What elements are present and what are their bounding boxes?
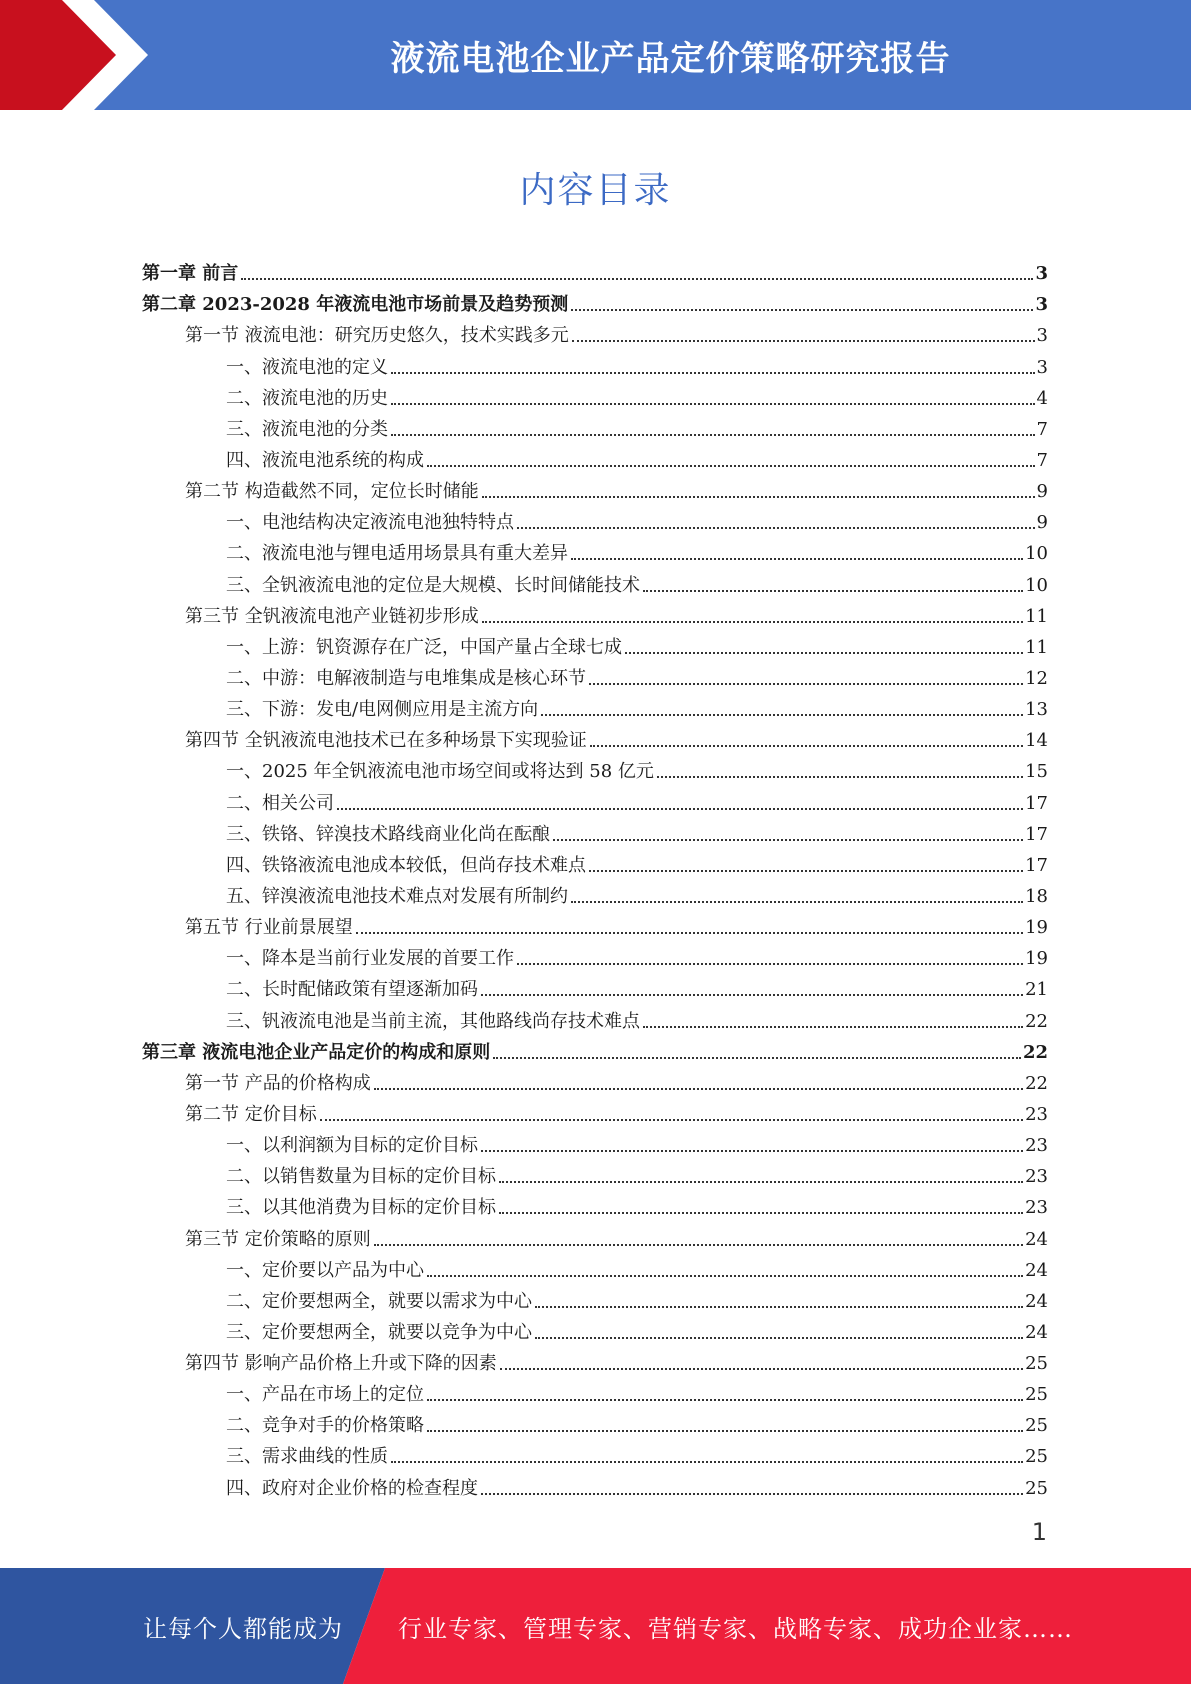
toc-dot-leader bbox=[391, 1461, 1023, 1463]
toc-dot-leader bbox=[571, 901, 1023, 903]
toc-entry-title: 二、相关公司 bbox=[226, 792, 334, 814]
toc-dot-leader bbox=[481, 1150, 1023, 1152]
toc-dot-leader bbox=[374, 1244, 1023, 1246]
toc-entry-page: 23 bbox=[1025, 1135, 1048, 1157]
toc-entry[interactable] bbox=[142, 1157, 1048, 1188]
toc-entry[interactable] bbox=[142, 752, 1048, 783]
toc-entry[interactable] bbox=[142, 815, 1048, 846]
toc-entry[interactable] bbox=[142, 721, 1048, 752]
toc-entry-page: 11 bbox=[1025, 605, 1048, 627]
toc-dot-leader bbox=[517, 527, 1035, 529]
toc-dot-leader bbox=[541, 714, 1023, 716]
toc-entry[interactable] bbox=[142, 939, 1048, 970]
toc-entry[interactable] bbox=[142, 379, 1048, 410]
toc-entry[interactable] bbox=[142, 1001, 1048, 1032]
toc-entry-page: 7 bbox=[1036, 449, 1048, 471]
toc-heading: 内容目录 bbox=[519, 170, 672, 211]
toc-entry-title: 第五节 行业前景展望 bbox=[185, 917, 353, 939]
toc-dot-leader bbox=[643, 1026, 1023, 1028]
toc-entry-page: 21 bbox=[1025, 979, 1048, 1001]
toc-entry[interactable] bbox=[142, 1437, 1048, 1468]
toc-entry-page: 22 bbox=[1022, 1041, 1048, 1063]
toc-entry-page: 10 bbox=[1025, 574, 1048, 596]
toc-dot-leader bbox=[427, 465, 1035, 467]
toc-entry[interactable] bbox=[142, 254, 1048, 285]
toc-entry-page: 15 bbox=[1025, 761, 1048, 783]
toc-dot-leader bbox=[391, 434, 1035, 436]
toc-entry-title: 一、降本是当前行业发展的首要工作 bbox=[226, 948, 514, 970]
toc-entry-title: 三、铁铬、锌溴技术路线商业化尚在酝酿 bbox=[226, 823, 550, 845]
footer-band bbox=[0, 1568, 1191, 1684]
toc-entry[interactable] bbox=[142, 659, 1048, 690]
toc-entry-title: 第四节 全钒液流电池技术已在多种场景下实现验证 bbox=[185, 730, 587, 752]
toc-dot-leader bbox=[337, 808, 1023, 810]
toc-entry[interactable] bbox=[142, 846, 1048, 877]
toc-entry-title: 四、液流电池系统的构成 bbox=[226, 449, 424, 471]
toc-entry-title: 二、定价要想两全，就要以需求为中心 bbox=[226, 1290, 532, 1312]
toc-dot-leader bbox=[535, 1306, 1023, 1308]
toc-entry-title: 三、以其他消费为目标的定价目标 bbox=[226, 1197, 496, 1219]
chevron-arrow-icon bbox=[0, 0, 160, 110]
toc-entry[interactable] bbox=[142, 628, 1048, 659]
toc-entry[interactable] bbox=[142, 908, 1048, 939]
toc-dot-leader bbox=[493, 1057, 1021, 1059]
toc-entry-title: 二、液流电池与锂电适用场景具有重大差异 bbox=[226, 543, 568, 565]
toc-entry-page: 23 bbox=[1025, 1103, 1048, 1125]
toc-entry-page: 22 bbox=[1025, 1010, 1048, 1032]
toc-entry-page: 12 bbox=[1025, 667, 1048, 689]
toc-entry-title: 第二章 2023-2028 年液流电池市场前景及趋势预测 bbox=[142, 294, 569, 316]
toc-entry-page: 24 bbox=[1025, 1259, 1048, 1281]
page-number: 1 bbox=[1031, 1518, 1047, 1546]
toc-dot-leader bbox=[391, 403, 1035, 405]
report-header-band bbox=[0, 0, 1191, 110]
toc-entry[interactable] bbox=[142, 534, 1048, 565]
toc-entry-page: 13 bbox=[1025, 699, 1048, 721]
toc-entry-page: 3 bbox=[1035, 294, 1048, 316]
toc-entry-title: 第三节 定价策略的原则 bbox=[185, 1228, 371, 1250]
toc-entry-title: 三、全钒液流电池的定位是大规模、长时间储能技术 bbox=[226, 574, 640, 596]
toc-dot-leader bbox=[374, 1088, 1023, 1090]
toc-entry[interactable] bbox=[142, 503, 1048, 534]
toc-entry-page: 4 bbox=[1036, 387, 1048, 409]
toc-entry[interactable] bbox=[142, 1095, 1048, 1126]
toc-entry-title: 一、2025 年全钒液流电池市场空间或将达到 58 亿元 bbox=[226, 761, 654, 783]
toc-entry-title: 第二节 定价目标 bbox=[185, 1103, 317, 1125]
toc-entry-title: 二、以销售数量为目标的定价目标 bbox=[226, 1166, 496, 1188]
toc-dot-leader bbox=[657, 776, 1023, 778]
toc-entry[interactable] bbox=[142, 970, 1048, 1001]
toc-entry-page: 9 bbox=[1036, 481, 1048, 503]
toc-entry-page: 14 bbox=[1025, 730, 1048, 752]
toc-entry-title: 二、长时配储政策有望逐渐加码 bbox=[226, 979, 478, 1001]
toc-entry-title: 三、定价要想两全，就要以竞争为中心 bbox=[226, 1321, 532, 1343]
toc-entry-page: 23 bbox=[1025, 1166, 1048, 1188]
toc-entry-title: 二、液流电池的历史 bbox=[226, 387, 388, 409]
toc-dot-leader bbox=[517, 963, 1023, 965]
toc-entry[interactable] bbox=[142, 347, 1048, 378]
toc-entry[interactable] bbox=[142, 1188, 1048, 1219]
toc-dot-leader bbox=[589, 870, 1023, 872]
toc-entry-title: 第二节 构造截然不同，定位长时储能 bbox=[185, 481, 479, 503]
table-of-contents bbox=[142, 254, 1048, 1500]
toc-entry-page: 17 bbox=[1025, 854, 1048, 876]
toc-dot-leader bbox=[427, 1399, 1023, 1401]
toc-entry-title: 一、电池结构决定液流电池独特特点 bbox=[226, 512, 514, 534]
toc-entry-page: 19 bbox=[1025, 917, 1048, 939]
toc-entry[interactable] bbox=[142, 1282, 1048, 1313]
toc-entry-title: 三、液流电池的分类 bbox=[226, 418, 388, 440]
toc-entry[interactable] bbox=[142, 1344, 1048, 1375]
toc-entry-page: 3 bbox=[1035, 263, 1048, 285]
toc-entry-page: 24 bbox=[1025, 1290, 1048, 1312]
toc-dot-leader bbox=[500, 1368, 1023, 1370]
toc-entry-page: 25 bbox=[1025, 1353, 1048, 1375]
toc-entry-page: 25 bbox=[1025, 1446, 1048, 1468]
toc-entry-title: 四、政府对企业价格的检查程度 bbox=[226, 1477, 478, 1499]
toc-dot-leader bbox=[427, 1275, 1023, 1277]
toc-entry-title: 第一节 产品的价格构成 bbox=[185, 1072, 371, 1094]
toc-entry[interactable] bbox=[142, 441, 1048, 472]
toc-entry[interactable] bbox=[142, 565, 1048, 596]
toc-entry[interactable] bbox=[142, 1406, 1048, 1437]
toc-entry-page: 9 bbox=[1036, 512, 1048, 534]
toc-entry-page: 22 bbox=[1025, 1072, 1048, 1094]
toc-entry[interactable] bbox=[142, 1313, 1048, 1344]
toc-entry-page: 25 bbox=[1025, 1477, 1048, 1499]
toc-entry[interactable] bbox=[142, 1064, 1048, 1095]
toc-dot-leader bbox=[553, 839, 1023, 841]
toc-entry-title: 一、液流电池的定义 bbox=[226, 356, 388, 378]
toc-entry-title: 第一节 液流电池：研究历史悠久，技术实践多元 bbox=[185, 325, 569, 347]
toc-dot-leader bbox=[427, 1430, 1023, 1432]
toc-entry-page: 17 bbox=[1025, 823, 1048, 845]
toc-entry-title: 三、需求曲线的性质 bbox=[226, 1446, 388, 1468]
toc-entry-page: 19 bbox=[1025, 948, 1048, 970]
toc-dot-leader bbox=[391, 372, 1035, 374]
toc-entry-title: 第一章 前言 bbox=[142, 263, 239, 285]
toc-entry-title: 一、定价要以产品为中心 bbox=[226, 1259, 424, 1281]
toc-entry-page: 10 bbox=[1025, 543, 1048, 565]
footer-slogan-right: 行业专家、管理专家、营销专家、战略专家、成功企业家…… bbox=[398, 1614, 1073, 1643]
toc-entry-title: 一、以利润额为目标的定价目标 bbox=[226, 1135, 478, 1157]
toc-entry-title: 四、铁铬液流电池成本较低，但尚存技术难点 bbox=[226, 854, 586, 876]
toc-dot-leader bbox=[589, 683, 1023, 685]
toc-entry-page: 17 bbox=[1025, 792, 1048, 814]
toc-entry-title: 一、上游：钒资源存在广泛，中国产量占全球七成 bbox=[226, 636, 622, 658]
toc-entry[interactable] bbox=[142, 1375, 1048, 1406]
toc-entry[interactable] bbox=[142, 877, 1048, 908]
report-title: 液流电池企业产品定价策略研究报告 bbox=[390, 38, 951, 79]
footer-slogan-left: 让每个人都能成为 bbox=[143, 1614, 343, 1643]
toc-entry[interactable] bbox=[142, 316, 1048, 347]
toc-entry[interactable] bbox=[142, 285, 1048, 316]
toc-entry-title: 五、锌溴液流电池技术难点对发展有所制约 bbox=[226, 885, 568, 907]
toc-dot-leader bbox=[499, 1212, 1023, 1214]
toc-entry-title: 三、下游：发电/电网侧应用是主流方向 bbox=[226, 699, 539, 721]
toc-entry-page: 18 bbox=[1025, 885, 1048, 907]
toc-entry[interactable] bbox=[142, 1126, 1048, 1157]
toc-entry[interactable] bbox=[142, 783, 1048, 814]
toc-dot-leader bbox=[571, 309, 1033, 311]
toc-dot-leader bbox=[356, 932, 1023, 934]
toc-entry[interactable] bbox=[142, 1251, 1048, 1282]
toc-entry[interactable] bbox=[142, 472, 1048, 503]
toc-dot-leader bbox=[481, 994, 1023, 996]
toc-dot-leader bbox=[241, 278, 1033, 280]
toc-entry-page: 24 bbox=[1025, 1228, 1048, 1250]
toc-entry[interactable] bbox=[142, 597, 1048, 628]
toc-dot-leader bbox=[535, 1337, 1023, 1339]
toc-entry-title: 三、钒液流电池是当前主流，其他路线尚存技术难点 bbox=[226, 1010, 640, 1032]
toc-entry-page: 7 bbox=[1036, 418, 1048, 440]
toc-dot-leader bbox=[482, 496, 1035, 498]
toc-entry[interactable] bbox=[142, 410, 1048, 441]
toc-dot-leader bbox=[590, 745, 1023, 747]
toc-dot-leader bbox=[481, 1493, 1023, 1495]
toc-entry-page: 25 bbox=[1025, 1415, 1048, 1437]
toc-entry[interactable] bbox=[142, 690, 1048, 721]
toc-dot-leader bbox=[643, 590, 1023, 592]
toc-entry-title: 第三节 全钒液流电池产业链初步形成 bbox=[185, 605, 479, 627]
toc-entry-page: 11 bbox=[1025, 636, 1048, 658]
toc-entry[interactable] bbox=[142, 1219, 1048, 1250]
toc-dot-leader bbox=[571, 558, 1023, 560]
toc-entry-title: 第三章 液流电池企业产品定价的构成和原则 bbox=[142, 1041, 491, 1063]
toc-dot-leader bbox=[499, 1181, 1023, 1183]
toc-dot-leader bbox=[625, 652, 1023, 654]
toc-entry-title: 二、竞争对手的价格策略 bbox=[226, 1415, 424, 1437]
toc-entry-page: 23 bbox=[1025, 1197, 1048, 1219]
toc-entry-page: 24 bbox=[1025, 1321, 1048, 1343]
toc-dot-leader bbox=[482, 621, 1023, 623]
toc-entry[interactable] bbox=[142, 1468, 1048, 1499]
toc-entry-title: 第四节 影响产品价格上升或下降的因素 bbox=[185, 1353, 497, 1375]
toc-entry[interactable] bbox=[142, 1033, 1048, 1064]
toc-entry-page: 3 bbox=[1036, 325, 1048, 347]
toc-entry-page: 3 bbox=[1036, 356, 1048, 378]
toc-entry-title: 二、中游：电解液制造与电堆集成是核心环节 bbox=[226, 667, 586, 689]
toc-dot-leader bbox=[572, 340, 1035, 342]
toc-dot-leader bbox=[320, 1119, 1023, 1121]
toc-entry-page: 25 bbox=[1025, 1384, 1048, 1406]
toc-entry-title: 一、产品在市场上的定位 bbox=[226, 1384, 424, 1406]
